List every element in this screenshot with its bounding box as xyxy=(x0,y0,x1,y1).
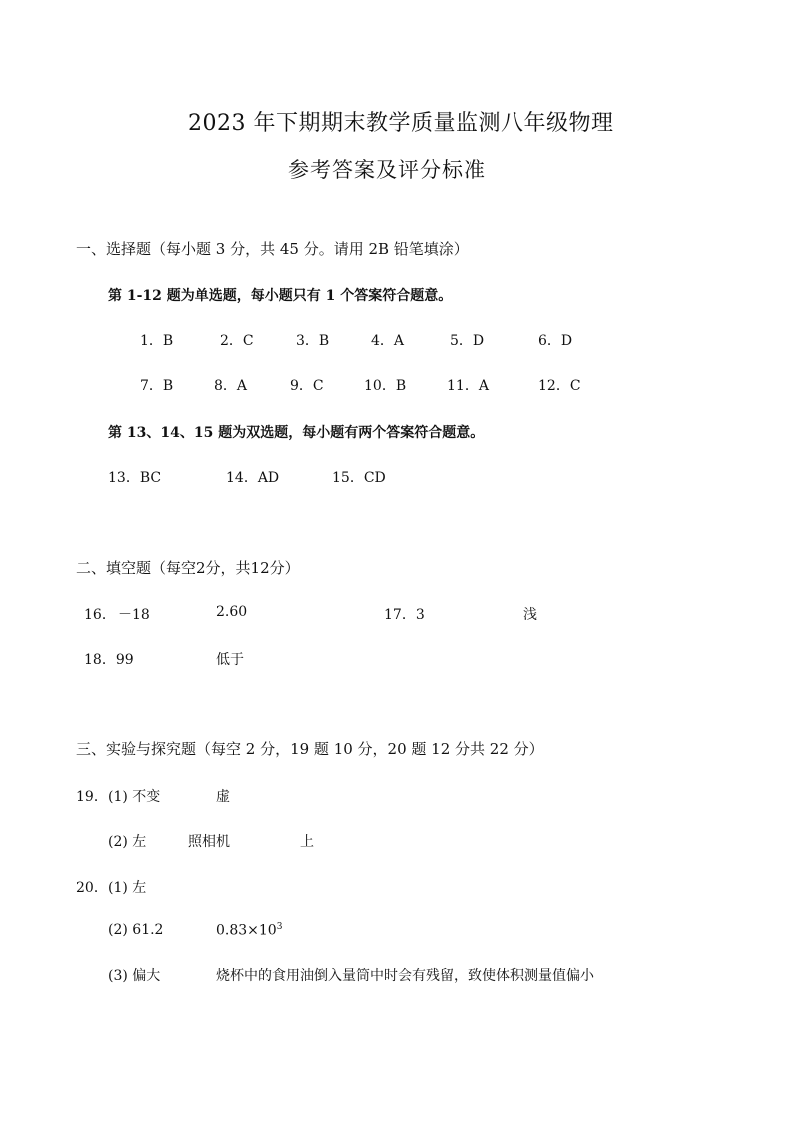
q18-answer-a: 18．99 xyxy=(84,652,134,668)
q20-1-answer: (1) 左 xyxy=(108,880,147,896)
answer-8: 8．A xyxy=(214,378,248,394)
q20-2-exponent: 3 xyxy=(276,922,283,932)
section3-heading: 三、实验与探究题（每空 2 分，19 题 10 分，20 题 12 分共 22 分） xyxy=(76,740,544,758)
answer-1: 1．B xyxy=(140,333,174,349)
answer-10: 10．B xyxy=(364,378,407,394)
q19-number: 19． xyxy=(76,789,108,805)
answer-6: 6．D xyxy=(538,333,573,349)
answer-11: 11．A xyxy=(447,378,489,394)
q20-3-reason: 烧杯中的食用油倒入量筒中时会有残留，致使体积测量值偏小 xyxy=(216,968,594,984)
answer-15: 15．CD xyxy=(332,470,386,486)
answer-4: 4．A xyxy=(371,333,405,349)
q16-answer-a: －18 xyxy=(118,607,150,623)
answer-3: 3．B xyxy=(296,333,330,349)
q19-2-answer-c: 上 xyxy=(300,834,314,850)
double-choice-note: 第 13、14、15 题为双选题，每小题有两个答案符合题意。 xyxy=(108,425,485,441)
answer-9: 9．C xyxy=(290,378,324,394)
q16-number: 16． xyxy=(84,607,116,623)
q18-answer-b: 低于 xyxy=(216,652,244,668)
section2-heading: 二、填空题（每空2分，共12分） xyxy=(76,559,300,577)
answer-7: 7．B xyxy=(140,378,174,394)
q19-2-answer-a: (2) 左 xyxy=(108,834,147,850)
page-title: 2023 年下期期末教学质量监测八年级物理 xyxy=(188,111,614,136)
single-choice-note: 第 1-12 题为单选题，每小题只有 1 个答案符合题意。 xyxy=(108,288,453,304)
q20-2-answer-b xyxy=(216,922,282,939)
answer-5: 5．D xyxy=(450,333,485,349)
section1-heading: 一、选择题（每小题 3 分，共 45 分。请用 2B 铅笔填涂） xyxy=(76,240,469,258)
page-subtitle: 参考答案及评分标准 xyxy=(288,158,486,182)
q19-2-answer-b: 照相机 xyxy=(188,834,230,850)
q20-2-base: 0.83×10 xyxy=(216,922,277,939)
answer-14: 14．AD xyxy=(226,470,280,486)
q17-answer-a: 17．3 xyxy=(384,607,425,623)
answer-13: 13．BC xyxy=(108,470,162,486)
q19-1-answer-b: 虚 xyxy=(216,789,230,805)
q20-number: 20． xyxy=(76,880,108,896)
q20-2-answer-a: (2) 61.2 xyxy=(108,922,164,938)
q20-3-answer-a: (3) 偏大 xyxy=(108,968,161,984)
q17-answer-b: 浅 xyxy=(523,607,537,623)
answer-12: 12．C xyxy=(538,378,581,394)
answer-2: 2．C xyxy=(220,333,254,349)
q19-1-answer-a: (1) 不变 xyxy=(108,789,161,805)
q16-answer-b: 2.60 xyxy=(216,604,248,620)
